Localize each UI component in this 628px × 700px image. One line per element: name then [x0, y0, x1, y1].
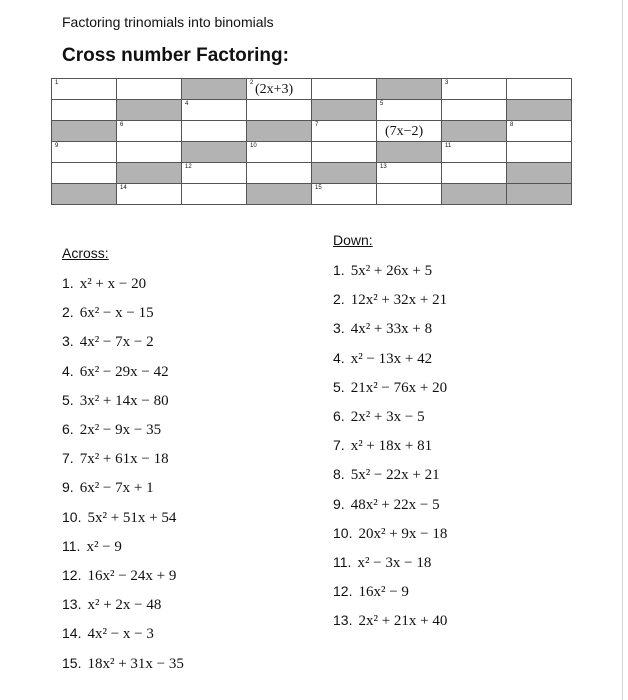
clue-expression: x² − 13x + 42	[350, 350, 433, 367]
grid-cell	[247, 79, 312, 100]
cell-answer: (2x+3)	[255, 82, 294, 97]
grid-cell	[117, 163, 182, 184]
clue-number: 14.	[62, 625, 82, 642]
clue-number: 7.	[333, 437, 345, 454]
down-clue	[333, 260, 432, 280]
across-clue	[62, 536, 122, 556]
cell-number: 15	[315, 185, 322, 191]
across-clue	[62, 623, 154, 643]
clue-number: 7.	[62, 450, 74, 467]
cell-number: 14	[120, 185, 127, 191]
clue-expression: x² − 3x − 18	[357, 555, 432, 571]
grid-cell	[312, 121, 377, 142]
clue-expression: 48x² + 22x − 5	[350, 496, 440, 513]
grid-cell	[182, 100, 247, 121]
grid-row	[52, 163, 572, 184]
clue-expression: 21x² − 76x + 20	[350, 379, 448, 396]
across-clue	[62, 594, 161, 614]
grid-cell	[507, 79, 572, 100]
grid-cell	[52, 163, 117, 184]
cell-number: 4	[185, 101, 189, 107]
cell-number: 13	[380, 164, 387, 170]
cell-number: 7	[315, 122, 319, 128]
grid-cell	[117, 184, 182, 205]
clue-number: 12.	[62, 567, 82, 583]
across-clue	[62, 419, 161, 439]
grid-cell	[377, 100, 442, 121]
grid-cell	[442, 79, 507, 100]
grid-cell	[442, 121, 507, 142]
cell-number: 1	[55, 80, 59, 86]
grid-cell	[182, 121, 247, 142]
grid-cell	[117, 79, 182, 100]
clue-expression: x² + 2x − 48	[87, 597, 162, 614]
down-clue	[333, 406, 425, 426]
clue-number: 13.	[333, 612, 353, 629]
clue-number: 2.	[62, 304, 74, 321]
clue-number: 5.	[333, 378, 345, 395]
grid-cell	[377, 184, 442, 205]
down-clue	[333, 464, 440, 484]
clue-expression: 2x² + 3x − 5	[350, 409, 425, 425]
grid-row	[52, 100, 572, 121]
grid-cell	[312, 100, 377, 121]
grid-cell	[117, 142, 182, 163]
grid-cell	[52, 142, 117, 163]
cell-number: 11	[445, 143, 452, 149]
clue-number: 11.	[333, 554, 352, 570]
cell-number: 2	[250, 80, 254, 86]
clue-number: 12.	[333, 583, 353, 600]
clue-number: 3.	[333, 320, 345, 337]
clue-expression: 6x² − 7x + 1	[79, 480, 154, 497]
down-clue	[333, 494, 440, 514]
grid-cell	[507, 142, 572, 163]
grid-cell	[442, 100, 507, 121]
clue-number: 9.	[62, 479, 74, 496]
down-clue	[333, 289, 447, 309]
across-clue	[62, 653, 184, 673]
cell-answer: (7x−2)	[385, 124, 424, 139]
grid-cell	[247, 184, 312, 205]
grid-cell	[117, 121, 182, 142]
grid-cell	[377, 163, 442, 184]
grid-cell	[377, 142, 442, 163]
down-clue	[333, 348, 432, 368]
clue-number: 15.	[62, 654, 82, 671]
across-clue	[62, 331, 154, 351]
clue-expression: 6x² − x − 15	[79, 305, 154, 322]
across-clue	[62, 390, 169, 410]
grid-cell	[312, 184, 377, 205]
clue-number: 10.	[62, 508, 82, 525]
across-clue	[62, 273, 146, 293]
grid-cell	[117, 100, 182, 121]
clue-number: 8.	[333, 466, 345, 483]
cell-number: 6	[120, 122, 124, 128]
clue-expression: x² − 9	[86, 538, 122, 555]
grid-cell	[182, 184, 247, 205]
down-heading: Down:	[333, 232, 373, 248]
grid-cell	[52, 100, 117, 121]
worksheet-subtitle: Factoring trinomials into binomials	[62, 14, 274, 30]
clue-number: 4.	[62, 362, 74, 379]
grid-row	[52, 184, 572, 205]
grid-cell	[312, 142, 377, 163]
grid-cell	[182, 142, 247, 163]
grid-cell	[507, 100, 572, 121]
cell-number: 8	[510, 122, 514, 128]
grid-cell	[52, 184, 117, 205]
grid-cell	[507, 121, 572, 142]
grid-cell	[442, 184, 507, 205]
grid-cell	[377, 79, 442, 100]
clue-expression: 18x² + 31x − 35	[87, 655, 184, 672]
grid-cell	[247, 163, 312, 184]
clue-expression: 5x² + 51x + 54	[87, 509, 177, 526]
clue-expression: 6x² − 29x − 42	[79, 363, 169, 380]
clue-number: 9.	[333, 495, 345, 512]
clue-number: 13.	[62, 596, 82, 613]
clue-expression: 2x² + 21x + 40	[358, 613, 448, 630]
cell-number: 12	[185, 164, 192, 170]
down-clue	[333, 581, 409, 601]
clue-expression: 5x² + 26x + 5	[350, 263, 433, 279]
grid-cell	[312, 163, 377, 184]
grid-cell	[247, 142, 312, 163]
across-clue	[62, 477, 154, 497]
clue-expression: 16x² − 9	[358, 584, 409, 601]
worksheet-title: Cross number Factoring:	[62, 45, 289, 66]
clue-number: 2.	[333, 291, 345, 308]
cell-number: 5	[380, 101, 384, 107]
clue-expression: 4x² − 7x − 2	[79, 334, 154, 351]
cell-number: 9	[55, 143, 59, 149]
clue-expression: 7x² + 61x − 18	[79, 451, 169, 468]
clue-expression: 4x² − x − 3	[87, 626, 154, 643]
clue-expression: x² + x − 20	[79, 276, 147, 292]
across-clue	[62, 565, 176, 585]
down-clue	[333, 435, 432, 455]
grid-cell	[312, 79, 377, 100]
clue-number: 11.	[62, 537, 81, 554]
grid-cell	[507, 184, 572, 205]
grid-cell	[247, 121, 312, 142]
grid-cell	[442, 142, 507, 163]
clue-expression: 16x² − 24x + 9	[87, 568, 177, 584]
across-clue	[62, 302, 154, 322]
clue-expression: 20x² + 9x − 18	[358, 525, 448, 542]
cross-number-grid	[51, 78, 572, 205]
grid-cell	[507, 163, 572, 184]
clue-number: 6.	[333, 408, 345, 424]
grid-cell	[442, 163, 507, 184]
clue-expression: x² + 18x + 81	[350, 438, 433, 455]
down-clue	[333, 610, 447, 630]
clue-expression: 3x² + 14x − 80	[79, 392, 169, 409]
clue-number: 1.	[62, 275, 74, 291]
down-clue	[333, 552, 431, 572]
grid-row	[52, 142, 572, 163]
grid-cell	[182, 163, 247, 184]
grid-cell	[377, 121, 442, 142]
clue-number: 10.	[333, 524, 353, 541]
cell-number: 10	[250, 143, 257, 149]
clue-expression: 4x² + 33x + 8	[350, 321, 433, 338]
clue-expression: 5x² − 22x + 21	[350, 467, 440, 484]
across-clue	[62, 361, 169, 381]
clue-number: 6.	[62, 421, 74, 437]
across-clue	[62, 448, 169, 468]
clue-expression: 2x² − 9x − 35	[79, 422, 162, 438]
clue-number: 5.	[62, 391, 74, 408]
clue-expression: 12x² + 32x + 21	[350, 292, 448, 309]
across-clue	[62, 507, 176, 527]
grid-cell	[182, 79, 247, 100]
grid-row	[52, 79, 572, 100]
clue-number: 3.	[62, 333, 74, 350]
grid-cell	[247, 100, 312, 121]
down-clue	[333, 318, 432, 338]
clue-number: 4.	[333, 349, 345, 366]
clue-number: 1.	[333, 262, 345, 278]
grid-cell	[52, 121, 117, 142]
cell-number: 3	[445, 80, 449, 86]
across-heading: Across:	[62, 245, 109, 261]
grid-row	[52, 121, 572, 142]
grid-cell	[52, 79, 117, 100]
down-clue	[333, 523, 447, 543]
down-clue	[333, 377, 447, 397]
